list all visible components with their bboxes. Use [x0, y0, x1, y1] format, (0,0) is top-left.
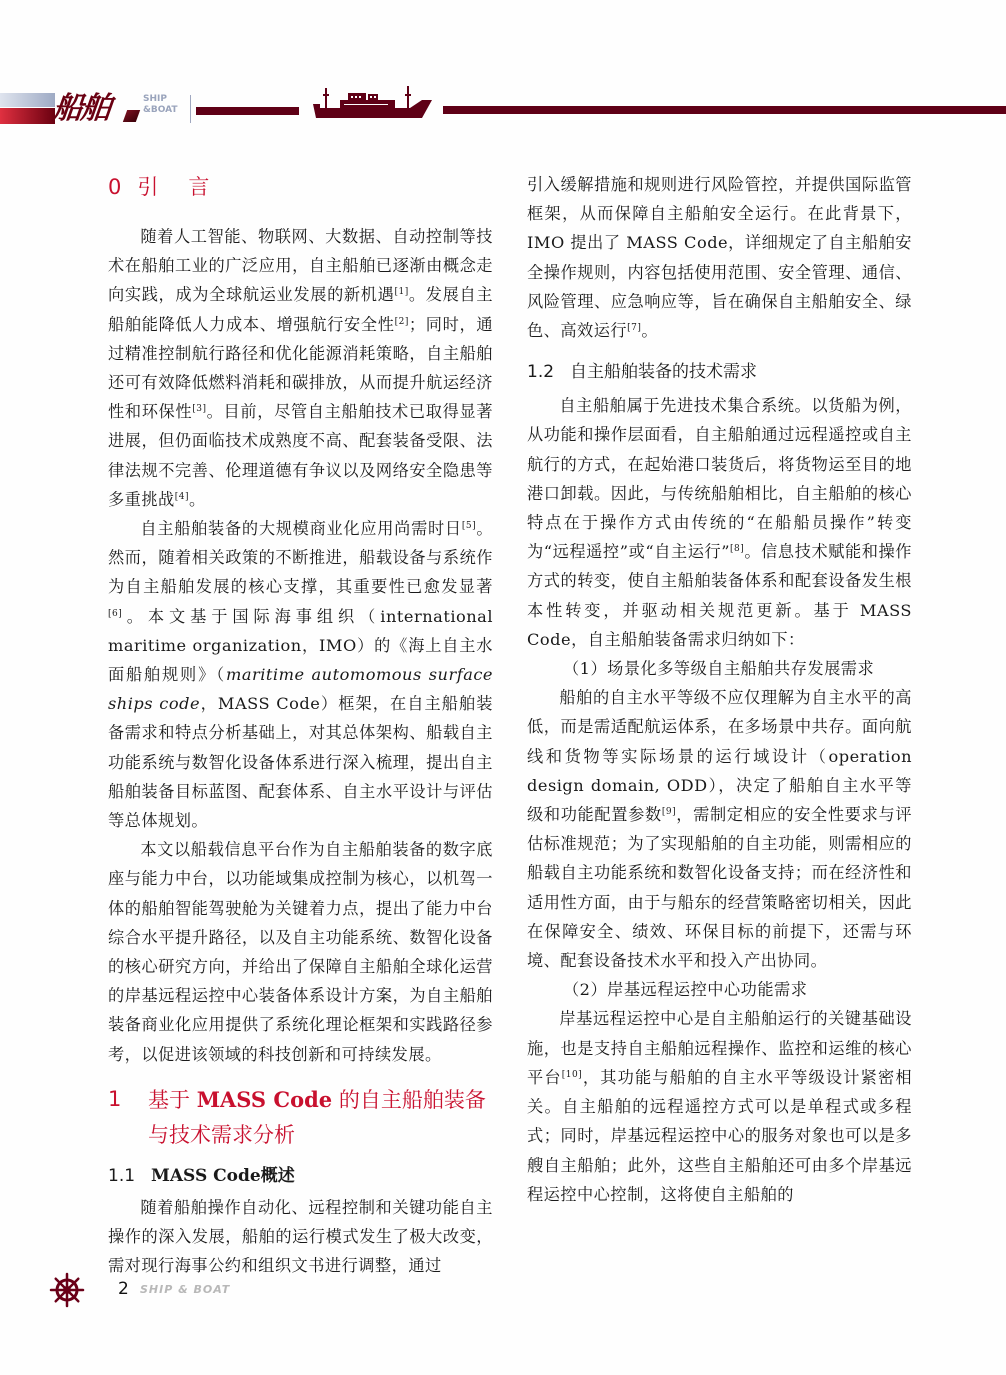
footer-journal-name: SHIP & BOAT: [140, 1283, 231, 1296]
text-run: 。: [189, 489, 206, 509]
subsection-number: 1.2: [527, 362, 555, 383]
header-rule-left: [196, 107, 299, 115]
text-run: 岸基远程运控中心是自主船舶运行的关键基础设施，也是支持自主船舶远程操作、监控和运维的核心平台: [527, 1009, 912, 1087]
logo-en-bottom: &BOAT: [143, 105, 178, 115]
citation-ref[interactable]: [10]: [561, 1069, 583, 1080]
text-run: 引入缓解措施和规则进行风险管控，并提供国际监管框架，从而保障自主船舶安全运行。在此背景下，IMO 提出了 MASS Code，详细规定了自主船舶安全操作规则，内容包括使用范围、安全管理、通信、风险管理、应急响应等，旨在确保自主船舶安全、绿色、高效运行: [527, 175, 912, 341]
italic-term: maritime automomous surface ships code: [108, 665, 493, 714]
subsection-number: 1.1: [108, 1165, 136, 1186]
citation-ref[interactable]: [5]: [461, 521, 477, 532]
paragraph-item-2: [527, 1004, 912, 1208]
text-run: 。目前，尽管自主船舶技术已取得显著进展，但仍面临技术成熟度不高、配套装备受限、法律法规不完善、伦理道德有争议以及网络安全隐患等多重挑战: [108, 402, 494, 509]
text-run: 。本文基于国际海事组织（international maritime organization，IMO）的《海上自主水面船舶规则》（: [108, 606, 493, 685]
citation-ref[interactable]: [4]: [174, 491, 189, 502]
citation-ref[interactable]: [1]: [394, 287, 409, 298]
journal-logo-english: [143, 94, 187, 124]
paragraph-item-1: [527, 683, 912, 975]
text-run: MASS Code: [151, 1165, 261, 1186]
text-run: ，需制定相应的安全性要求与评估标准规范；为了实现船舶的自主功能，则需相应的船载自主功能系统和数智化设备支持；而在经济性和适用性方面，由于与船东的经营策略密切相关，因此在保障安全、绩效、环保目标的前提下，还需与环境、配套设备技术水平和投入产出协同。: [527, 805, 913, 971]
header-separator: [190, 95, 191, 123]
page-number: 2: [118, 1279, 129, 1299]
text-run: 。然而，随着相关政策的不断推进，船载设备与系统作为自主船舶发展的核心支撑，其重要性已愈发显著: [108, 519, 494, 597]
text-run: 概述: [260, 1165, 295, 1186]
list-item-heading-1: （1）场景化多等级自主船舶共存发展需求: [563, 659, 875, 679]
section-number: 0: [108, 175, 122, 199]
paragraph-1-2: [527, 391, 912, 654]
text-run: 的自主船舶装备与技术需求分析: [148, 1087, 486, 1147]
citation-ref[interactable]: [9]: [661, 807, 677, 818]
text-run: 自主船舶装备的大规模商业化应用尚需时日: [140, 519, 462, 539]
subsection-heading-1-2: [527, 359, 912, 385]
text-run: 自主船舶属于先进技术集合系统。以货船为例，从功能和操作层面看，自主船舶通过远程遥控或自主航行的方式，在起始港口装货后，将货物运至目的地港口卸载。因此，与传统船舶相比，自主船舶的核心特点在于操作方式由传统的“在船船员操作”转变为“远程遥控”或“自主运行”: [527, 396, 912, 562]
paragraph-1-1: 随着船舶操作自动化、远程控制和关键功能自主操作的深入发展，船舶的运行模式发生了极大改变，需对现行海事公约和组织文书进行调整，通过: [108, 1197, 493, 1276]
text-run: ，MASS Code）框架，在自主船舶装备需求和特点分析基础上，对其总体架构、船载自主功能系统与数智化设备体系进行深入梳理，提出自主船舶装备目标蓝图、配套体系、自主水平设计与评估等总体规划。: [108, 694, 493, 831]
text-run: ，其功能与船舶的自主水平等级设计紧密相关。自主船舶的远程遥控方式可以是单程式或多程式；同时，岸基远程运控中心的服务对象也可以是多艘自主船舶；此外，这些自主船舶还可由多个岸基远程运控中心控制，这将使自主船舶的: [527, 1067, 913, 1204]
citation-ref[interactable]: [6]: [108, 608, 123, 619]
text-run: 基于: [148, 1087, 197, 1112]
header-gradient-bottom: [0, 108, 55, 124]
citation-ref[interactable]: [7]: [627, 323, 642, 334]
section-number: 1: [108, 1086, 122, 1111]
citation-ref[interactable]: [3]: [192, 404, 207, 415]
ship-icon: [310, 80, 435, 120]
paragraph-1-1-continued: [527, 170, 912, 345]
section-heading-introduction: [108, 172, 493, 202]
text-run: 船舶的自主水平等级不应仅理解为自主水平的高低，而是需适配航运体系，在多场景中共存。面向航线和货物等实际场景的运行域设计（operation design domain, ODD），决定了船舶自主水平等级和功能配置参数: [527, 688, 912, 825]
text-run: 随着人工智能、物联网、大数据、自动控制等技术在船舶工业的广泛应用，自主船舶已逐渐由概念走向实践，成为全球航运业发展的新机遇: [108, 227, 493, 305]
text-run: 。信息技术赋能和操作方式的转变，使自主船舶装备体系和配套设备发生根本性转变，并驱动相关规范更新。基于 MASS Code，自主船舶装备需求归纳如下：: [527, 542, 912, 649]
section-title: [148, 1082, 493, 1153]
text-run: ；同时，通过精准控制航行路径和优化能源消耗策略，自主船舶还可有效降低燃料消耗和碳排放，从而提升航运经济性和环保性: [108, 314, 494, 422]
subsection-heading-1-1: [108, 1163, 493, 1189]
text-run: 。: [641, 321, 659, 341]
paragraph-intro-2: [108, 514, 493, 835]
journal-logo: 船舶: [51, 91, 111, 126]
subsection-title: 自主船舶装备的技术需求: [570, 362, 758, 383]
citation-ref[interactable]: [8]: [730, 544, 745, 555]
right-column: [527, 170, 912, 1209]
section-title-part: 引: [137, 175, 159, 199]
logo-en-top: SHIP: [143, 94, 167, 104]
list-item-heading-2: （2）岸基远程运控中心功能需求: [563, 980, 808, 1000]
paragraph-intro-1: [108, 222, 493, 514]
header-gradient-top: [0, 93, 55, 107]
logo-tail-decoration: [123, 110, 140, 122]
text-run: MASS Code: [196, 1086, 333, 1112]
section-title-part: 言: [188, 175, 210, 199]
paragraph-intro-3: 本文以船载信息平台作为自主船舶装备的数字底座与能力中台，以功能域集成控制为核心，以机驾一体的船舶智能驾驶舱为关键着力点，提出了能力中台综合水平提升路径，以及自主功能系统、数智化设备的核心研究方向，并给出了保障自主船舶全球化运营的岸基远程运控中心装备体系设计方案，为自主船舶装备商业化应用提供了系统化理论框架和实践路径参考，以促进该领域的科技创新和可持续发展。: [108, 840, 493, 1064]
header-rule-right: [443, 106, 1006, 114]
ship-wheel-icon: [49, 1272, 85, 1308]
citation-ref[interactable]: [2]: [394, 316, 409, 327]
section-heading-1: [108, 1082, 493, 1153]
text-run: 。发展自主船舶能降低人力成本、增强航行安全性: [108, 285, 494, 334]
left-column: [108, 170, 493, 1281]
